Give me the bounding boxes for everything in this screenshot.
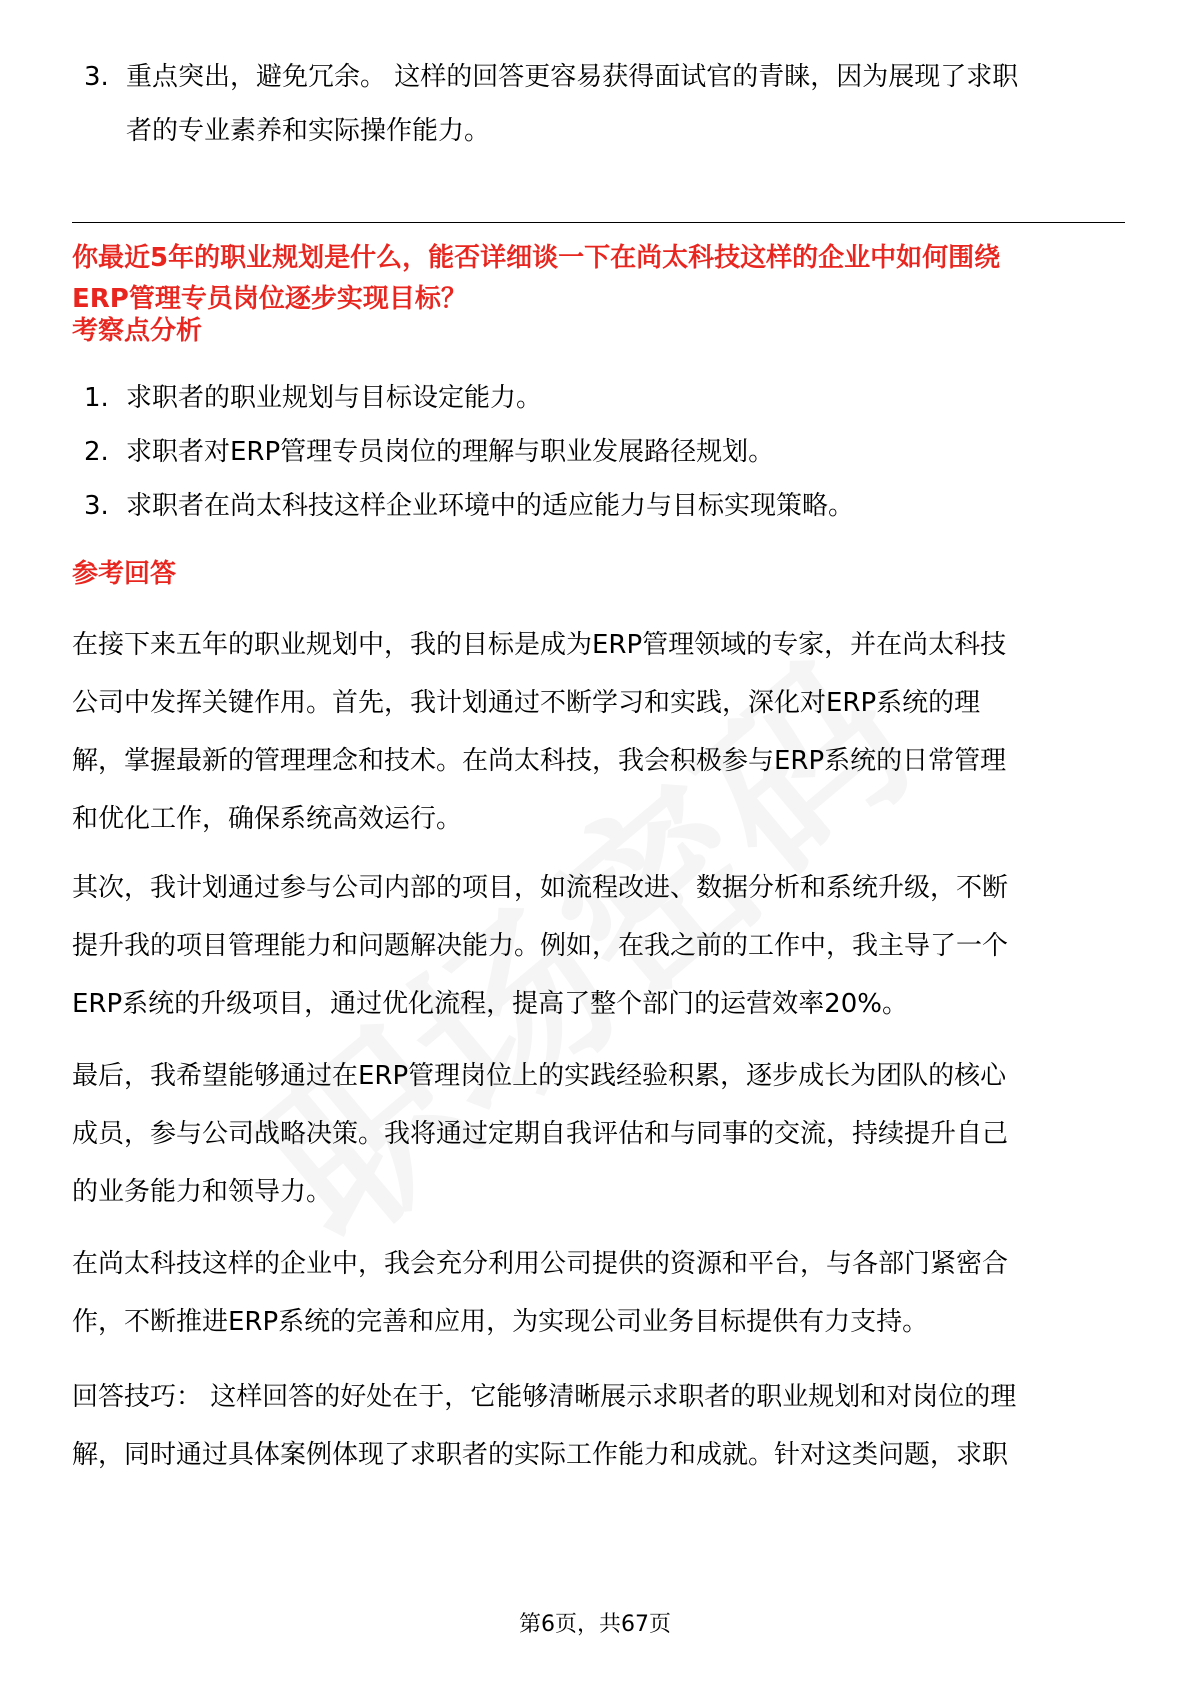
question-heading (72, 238, 1132, 320)
paragraph-line: 作，不断推进ERP系统的完善和应用，为实现公司业务目标提供有力支持。 (72, 1307, 929, 1337)
paragraph-line: 公司中发挥关键作用。首先，我计划通过不断学习和实践，深化对ERP系统的理 (72, 688, 981, 718)
section-divider (72, 222, 1125, 223)
paragraph-line: 和优化工作，确保系统高效运行。 (72, 804, 463, 834)
question-line: 你最近5年的职业规划是什么，能否详细谈一下在尚太科技这样的企业中如何围绕 (72, 243, 1001, 273)
paragraph-line: 回答技巧： 这样回答的好处在于，它能够清晰展示求职者的职业规划和对岗位的理 (72, 1382, 1017, 1412)
list-number: 3. (84, 491, 109, 521)
answer-tips-paragraph (72, 1368, 1132, 1484)
paragraph-line: 在接下来五年的职业规划中，我的目标是成为ERP管理领域的专家，并在尚太科技 (72, 630, 1007, 660)
list-text-continuation: 者的专业素养和实际操作能力。 (126, 116, 491, 146)
paragraph-line: 最后，我希望能够通过在ERP管理岗位上的实践经验积累，逐步成长为团队的核心 (72, 1061, 1007, 1091)
paragraph-line: 成员，参与公司战略决策。我将通过定期自我评估和与同事的交流，持续提升自己 (72, 1119, 1009, 1149)
paragraph-line: 解，掌握最新的管理理念和技术。在尚太科技，我会积极参与ERP系统的日常管理 (72, 746, 1007, 776)
paragraph-line: ERP系统的升级项目，通过优化流程，提高了整个部门的运营效率20%。 (72, 989, 908, 1019)
paragraph-line: 在尚太科技这样的企业中，我会充分利用公司提供的资源和平台，与各部门紧密合 (72, 1249, 1009, 1279)
list-text: 求职者对ERP管理专员岗位的理解与职业发展路径规划。 (126, 437, 775, 467)
list-number: 3. (84, 62, 109, 92)
list-text: 重点突出，避免冗余。 这样的回答更容易获得面试官的青睐，因为展现了求职 (126, 62, 1019, 92)
paragraph-line: 其次，我计划通过参与公司内部的项目，如流程改进、数据分析和系统升级，不断 (72, 873, 1009, 903)
list-number: 1. (84, 383, 109, 413)
answer-heading: 参考回答 (72, 559, 177, 589)
list-number: 2. (84, 437, 109, 467)
paragraph-line: 的业务能力和领导力。 (72, 1177, 333, 1207)
list-text: 求职者的职业规划与目标设定能力。 (126, 383, 543, 413)
answer-paragraph (72, 859, 1132, 1033)
list-text: 求职者在尚太科技这样企业环境中的适应能力与目标实现策略。 (126, 491, 855, 521)
answer-paragraph (72, 616, 1132, 848)
answer-paragraph (72, 1235, 1132, 1351)
answer-paragraph (72, 1047, 1132, 1221)
paragraph-line: 提升我的项目管理能力和问题解决能力。例如，在我之前的工作中，我主导了一个 (72, 931, 1009, 961)
page-number: 第6页，共67页 (519, 1612, 671, 1637)
analysis-heading: 考察点分析 (72, 316, 203, 346)
question-line: ERP管理专员岗位逐步实现目标？ (72, 284, 467, 314)
paragraph-line: 解，同时通过具体案例体现了求职者的实际工作能力和成就。针对这类问题，求职 (72, 1440, 1009, 1470)
